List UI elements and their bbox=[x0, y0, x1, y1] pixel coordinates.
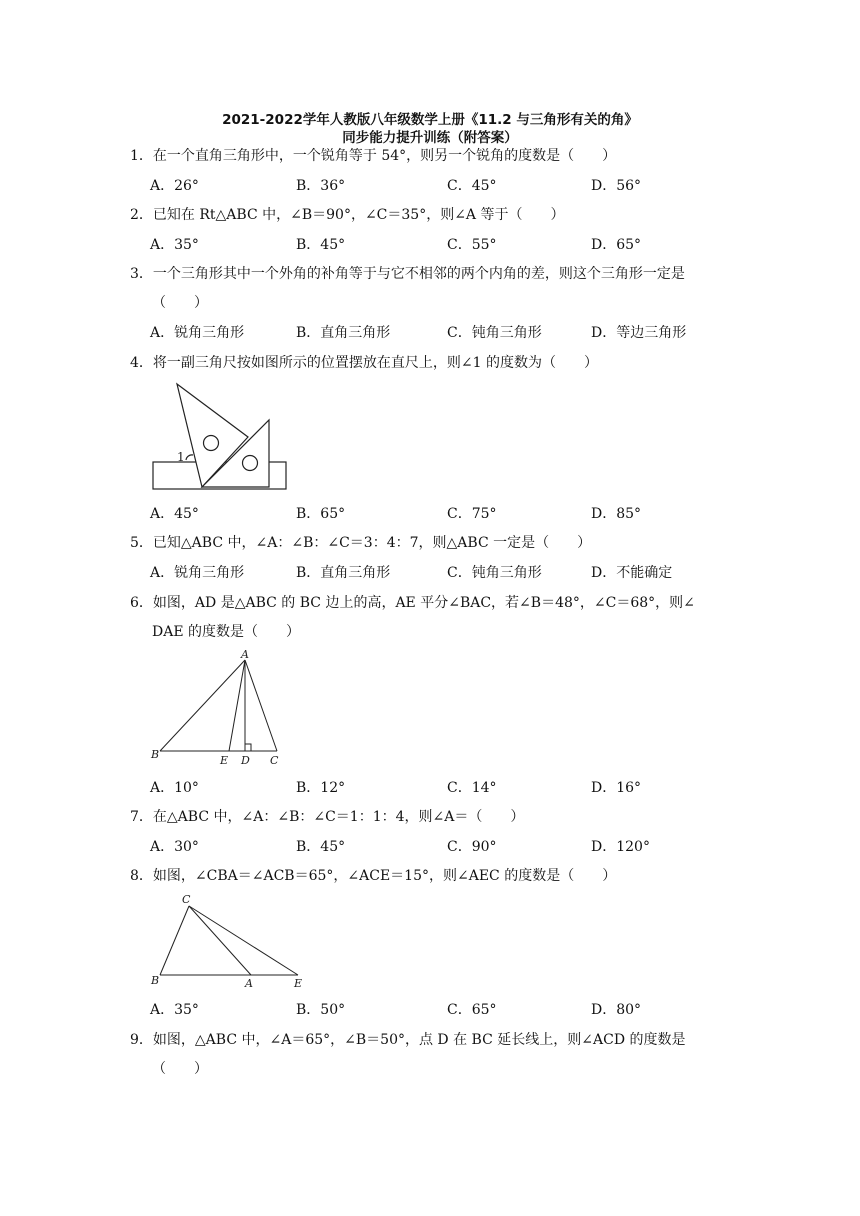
label-a: A bbox=[241, 648, 249, 661]
q5-option-c[interactable]: C．钝角三角形 bbox=[447, 565, 542, 581]
q2-option-d[interactable]: D．65° bbox=[591, 237, 642, 253]
document-title: 2021-2022学年人教版八年级数学上册《11.2 与三角形有关的角》 bbox=[222, 112, 638, 128]
angle-1-label: 1 bbox=[177, 450, 185, 464]
segment-ca bbox=[189, 906, 251, 975]
question-5: 5．已知△ABC 中，∠A：∠B：∠C＝3：4：7，则△ABC 一定是（ ） bbox=[130, 535, 592, 551]
q1-option-c[interactable]: C．45° bbox=[447, 178, 497, 194]
question-9: 9．如图，△ABC 中，∠A＝65°，∠B＝50°，点 D 在 BC 延长线上，则∠ACD 的度数是 bbox=[130, 1032, 686, 1048]
question-4: 4．将一副三角尺按如图所示的位置摆放在直尺上，则∠1 的度数为（ ） bbox=[130, 355, 598, 371]
q6-figure-triangle bbox=[148, 648, 284, 768]
q4-option-c[interactable]: C．75° bbox=[447, 506, 497, 522]
label-a: A bbox=[245, 977, 253, 990]
q5-option-d[interactable]: D．不能确定 bbox=[591, 565, 673, 581]
q3-option-b[interactable]: B．直角三角形 bbox=[296, 325, 391, 341]
label-b: B bbox=[151, 748, 160, 761]
q1-option-d[interactable]: D．56° bbox=[591, 178, 642, 194]
right-angle-mark bbox=[245, 744, 251, 751]
q8-option-b[interactable]: B．50° bbox=[296, 1002, 346, 1018]
label-e: E bbox=[220, 754, 229, 767]
q1-option-a[interactable]: A．26° bbox=[150, 178, 199, 194]
q2-option-c[interactable]: C．55° bbox=[447, 237, 497, 253]
label-e: E bbox=[294, 977, 303, 990]
q6-option-c[interactable]: C．14° bbox=[447, 780, 497, 796]
q5-option-b[interactable]: B．直角三角形 bbox=[296, 565, 391, 581]
q3-option-d[interactable]: D．等边三角形 bbox=[591, 325, 687, 341]
q8-option-c[interactable]: C．65° bbox=[447, 1002, 497, 1018]
q8-option-a[interactable]: A．35° bbox=[150, 1002, 199, 1018]
q6-option-a[interactable]: A．10° bbox=[150, 780, 199, 796]
q3-option-c[interactable]: C．钝角三角形 bbox=[447, 325, 542, 341]
q4-figure-triangle-rulers bbox=[150, 382, 290, 492]
question-8: 8．如图，∠CBA＝∠ACB＝65°，∠ACE＝15°，则∠AEC 的度数是（ ） bbox=[130, 868, 617, 884]
q5-option-a[interactable]: A．锐角三角形 bbox=[150, 565, 245, 581]
question-6-continued: DAE 的度数是（ ） bbox=[152, 624, 301, 640]
q6-option-d[interactable]: D．16° bbox=[591, 780, 642, 796]
q7-option-b[interactable]: B．45° bbox=[296, 839, 346, 855]
q2-option-b[interactable]: B．45° bbox=[296, 237, 346, 253]
segment-bc bbox=[160, 906, 189, 975]
q8-option-d[interactable]: D．80° bbox=[591, 1002, 642, 1018]
label-c: C bbox=[270, 754, 279, 767]
q7-option-a[interactable]: A．30° bbox=[150, 839, 199, 855]
segment-ae bbox=[229, 660, 245, 751]
segment-ac bbox=[245, 660, 277, 751]
q4-option-d[interactable]: D．85° bbox=[591, 506, 642, 522]
question-7: 7．在△ABC 中，∠A：∠B：∠C＝1：1：4，则∠A＝（ ） bbox=[130, 809, 525, 825]
q7-option-c[interactable]: C．90° bbox=[447, 839, 497, 855]
label-d: D bbox=[241, 754, 250, 767]
label-b: B bbox=[151, 974, 160, 987]
label-c: C bbox=[182, 893, 191, 906]
question-2: 2．已知在 Rt△ABC 中，∠B＝90°，∠C＝35°，则∠A 等于（ ） bbox=[130, 207, 565, 223]
question-3-continued: （ ） bbox=[152, 295, 208, 311]
question-3: 3．一个三角形其中一个外角的补角等于与它不相邻的两个内角的差，则这个三角形一定是 bbox=[130, 266, 685, 282]
question-1: 1．在一个直角三角形中，一个锐角等于 54°，则另一个锐角的度数是（ ） bbox=[130, 148, 617, 164]
q1-option-b[interactable]: B．36° bbox=[296, 178, 346, 194]
q4-option-a[interactable]: A．45° bbox=[150, 506, 199, 522]
q8-figure-triangle bbox=[148, 892, 310, 992]
question-6: 6．如图，AD 是△ABC 的 BC 边上的高，AE 平分∠BAC，若∠B＝48°，∠C＝68°，则∠ bbox=[130, 595, 695, 611]
q4-option-b[interactable]: B．65° bbox=[296, 506, 346, 522]
segment-ce bbox=[189, 906, 298, 975]
q6-option-b[interactable]: B．12° bbox=[296, 780, 346, 796]
question-9-continued: （ ） bbox=[152, 1061, 208, 1077]
q2-option-a[interactable]: A．35° bbox=[150, 237, 199, 253]
segment-ab bbox=[160, 660, 245, 751]
q3-option-a[interactable]: A．锐角三角形 bbox=[150, 325, 245, 341]
angle-1-arc bbox=[186, 455, 193, 460]
q7-option-d[interactable]: D．120° bbox=[591, 839, 650, 855]
document-subtitle: 同步能力提升训练（附答案） bbox=[342, 130, 518, 146]
